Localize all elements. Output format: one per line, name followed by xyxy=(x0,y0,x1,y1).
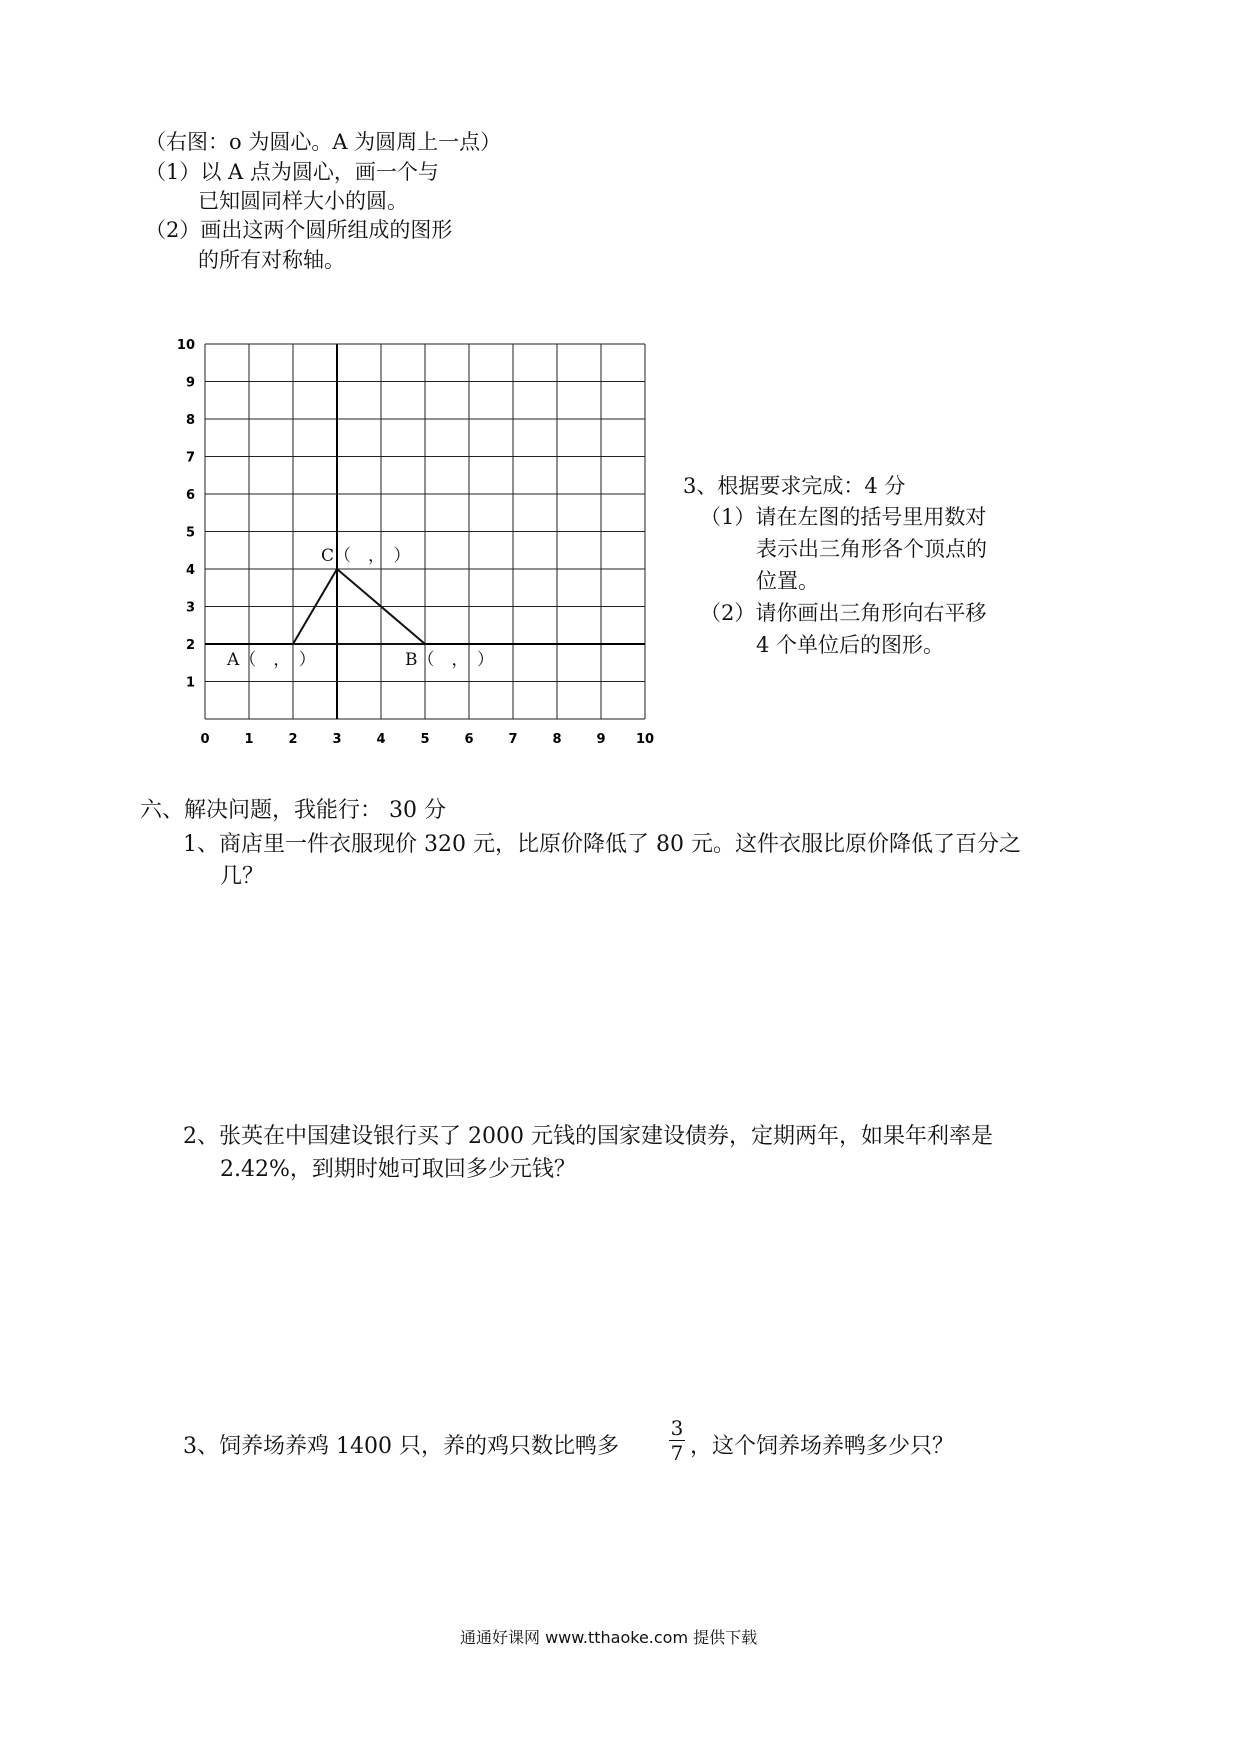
y-tick-labels xyxy=(177,338,195,691)
circle-task-note: （右图：o 为圆心。A 为圆周上一点） xyxy=(145,130,502,154)
x-tick-label: 4 xyxy=(376,732,386,747)
x-tick-labels xyxy=(200,732,654,747)
task3-item1-line1: （1）请在左图的括号里用数对 xyxy=(700,505,987,529)
question3-fraction xyxy=(669,1418,685,1463)
vertex-c-label: C（ ， ） xyxy=(321,546,411,566)
vertex-a-label: A（ ， ） xyxy=(227,650,316,670)
task3-item2-line2: 4 个单位后的图形。 xyxy=(756,633,945,657)
x-tick-label: 6 xyxy=(464,732,474,747)
y-tick-label: 4 xyxy=(185,563,195,578)
y-tick-label: 5 xyxy=(185,525,195,541)
task3-item2-line1: （2）请你画出三角形向右平移 xyxy=(700,601,987,625)
question2-line2: 2.42%，到期时她可取回多少元钱？ xyxy=(220,1157,576,1182)
question3-text-before: 3、饲养场养鸡 1400 只，养的鸡只数比鸭多 xyxy=(183,1434,619,1459)
fraction-denominator: 7 xyxy=(670,1441,684,1465)
section6-title: 六、解决问题，我能行： 30 分 xyxy=(140,798,446,823)
x-tick-label: 2 xyxy=(288,732,298,747)
circle-task-item1-line2: 已知圆同样大小的圆。 xyxy=(198,189,408,213)
circle-task-item2-line1: （2）画出这两个圆所组成的图形 xyxy=(145,218,453,242)
x-tick-label: 5 xyxy=(420,732,430,747)
task3-item1-line3: 位置。 xyxy=(756,569,819,593)
y-tick-label: 3 xyxy=(185,600,195,616)
question1-line2: 几？ xyxy=(220,864,265,889)
y-tick-label: 2 xyxy=(185,638,195,653)
y-tick-label: 6 xyxy=(185,488,195,503)
task3-item1-line2: 表示出三角形各个顶点的 xyxy=(756,537,987,561)
y-tick-label: 8 xyxy=(185,413,195,428)
y-tick-label: 10 xyxy=(176,338,195,353)
x-tick-label: 3 xyxy=(332,732,342,747)
x-tick-label: 0 xyxy=(200,732,210,747)
x-tick-label: 8 xyxy=(552,732,562,747)
fraction-numerator: 3 xyxy=(670,1416,684,1440)
question3-text-after: ，这个饲养场养鸭多少只？ xyxy=(690,1434,955,1459)
question1-line1: 1、商店里一件衣服现价 320 元，比原价降低了 80 元。这件衣服比原价降低了百分之 xyxy=(183,832,1021,857)
question2-line1: 2、张英在中国建设银行买了 2000 元钱的国家建设债券，定期两年，如果年利率是 xyxy=(183,1124,993,1149)
y-tick-label: 1 xyxy=(185,675,195,691)
y-tick-label: 7 xyxy=(185,450,195,466)
x-tick-label: 1 xyxy=(244,732,254,747)
x-tick-label: 7 xyxy=(508,732,518,747)
y-tick-label: 9 xyxy=(185,375,195,391)
vertex-b-label: B（ ， ） xyxy=(405,650,494,670)
circle-task-item1-line1: （1）以 A 点为圆心，画一个与 xyxy=(145,160,439,184)
circle-task-item2-line2: 的所有对称轴。 xyxy=(198,248,345,272)
task3-title: 3、根据要求完成：4 分 xyxy=(683,474,906,498)
x-tick-label: 10 xyxy=(635,732,655,747)
x-tick-label: 9 xyxy=(596,732,606,747)
page-footer: 通通好课网 www.tthaoke.com 提供下载 xyxy=(460,1628,758,1647)
